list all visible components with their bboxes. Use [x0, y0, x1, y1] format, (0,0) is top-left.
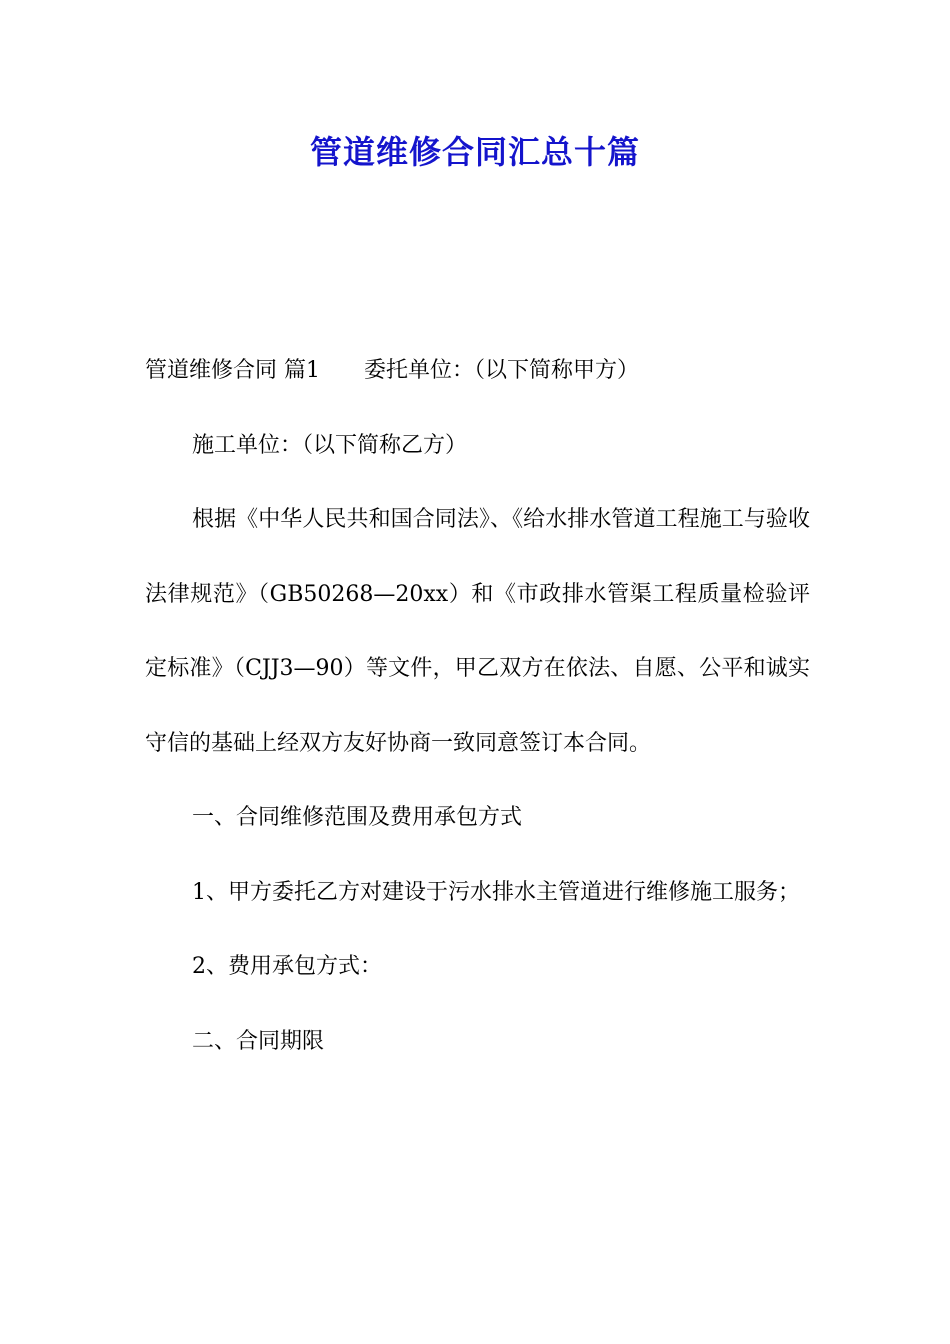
- basis-paragraph: 根据《中华人民共和国合同法》、《给水排水管道工程施工与验收法律规范》（GB50268—20xx）和《市政排水管渠工程质量检验评定标准》（CJJ3—90）等文件，甲乙双方在依法、自愿、公平和诚实守信的基础上经双方友好协商一致同意签订本合同。: [145, 507, 810, 756]
- first-line: [145, 334, 810, 409]
- clause-heading-2: 二、合同期限: [192, 1028, 325, 1054]
- clause-item-1: 1、甲方委托乙方对建设于污水排水主管道进行维修施工服务；: [192, 879, 800, 905]
- document-body: [145, 334, 810, 1079]
- client-line: 委托单位：（以下简称甲方）: [364, 358, 640, 383]
- section-heading: 管道维修合同 篇1: [145, 358, 320, 383]
- contractor-line: 施工单位：（以下简称乙方）: [192, 432, 468, 458]
- clause-heading-1: 一、合同维修范围及费用承包方式: [192, 805, 523, 830]
- document-title: 管道维修合同汇总十篇: [309, 133, 640, 171]
- clause-item-2: 2、费用承包方式：: [192, 954, 382, 979]
